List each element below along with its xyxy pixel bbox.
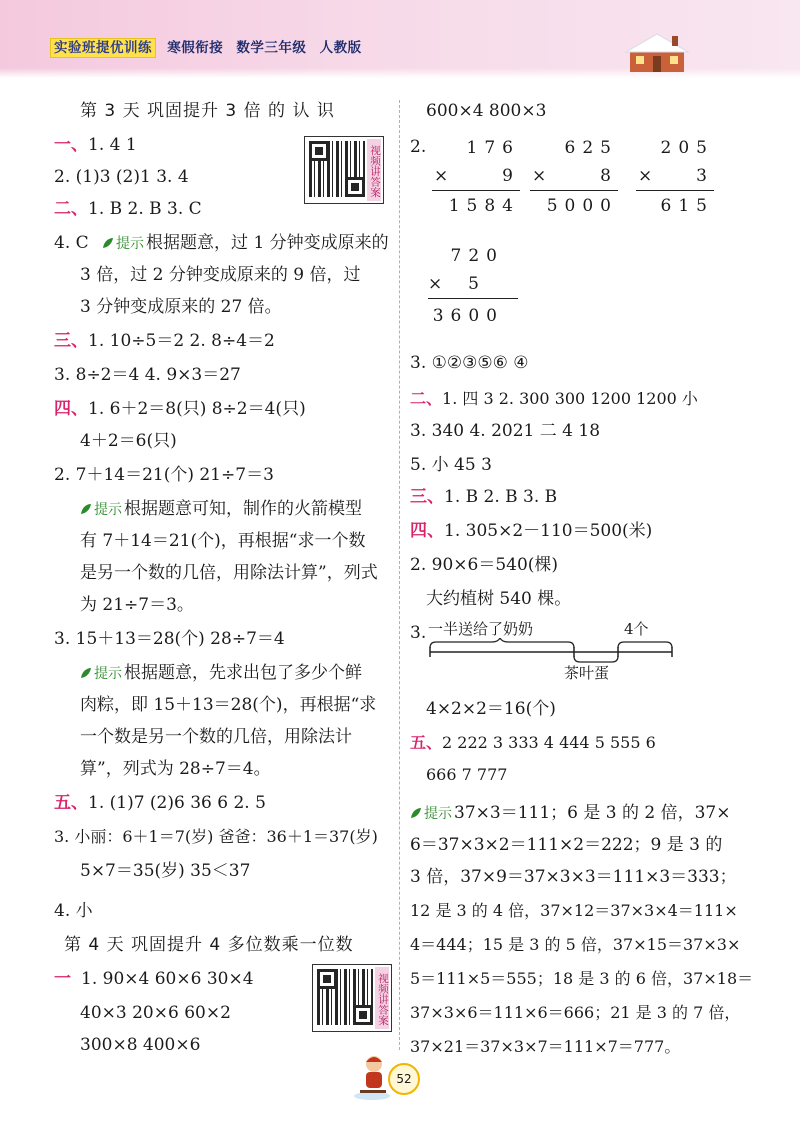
calc-multiplier: 8 xyxy=(600,166,618,186)
qr-code-image xyxy=(317,969,373,1025)
column-divider xyxy=(399,100,400,1050)
hint-text: 3 倍，37×9＝37×3×3＝111×3＝333； xyxy=(410,867,737,887)
answer-line: 1. 305×2－110＝500(米) xyxy=(444,521,653,541)
snow-house-icon xyxy=(622,30,692,74)
day4-title: 第 4 天 巩固提升 4 多位数乘一位数 xyxy=(64,935,354,955)
answer-line: 4. C xyxy=(54,233,89,253)
answer-line: 1. 4 1 xyxy=(88,135,137,155)
question-number: 2. xyxy=(410,137,427,157)
answer-line: 2. (1)3 (2)1 3. 4 xyxy=(54,167,189,187)
section-label: 三、 xyxy=(54,331,88,351)
hint-text: 37×3＝111；6 是 3 的 2 倍，37× xyxy=(454,803,731,823)
leaf-hint-icon xyxy=(410,807,422,819)
hint-text: 是另一个数的几倍，用除法计算”，列式 xyxy=(80,563,378,583)
answer-line: 2. 90×6＝540(棵) xyxy=(410,555,559,575)
hint-text: 算”，列式为 28÷7＝4。 xyxy=(80,759,271,779)
calc-rule xyxy=(636,190,714,191)
section-label: 二、 xyxy=(54,199,88,219)
leaf-hint-icon xyxy=(80,503,92,515)
answer-line: 1. B 2. B 3. C xyxy=(88,199,202,219)
hint-label: 提示 xyxy=(424,806,452,822)
calc-multiplicand: 625 xyxy=(564,138,618,158)
answer-line: 40×3 20×6 60×2 xyxy=(80,1003,231,1023)
hint-label: 提示 xyxy=(94,502,122,518)
hint-text: 为 21÷7＝3。 xyxy=(80,595,194,615)
vertical-multiplication xyxy=(636,138,714,220)
hint-text: 根据题意可知，制作的火箭模型 xyxy=(124,499,362,519)
hint-text: 6＝37×3×2＝111×2＝222；9 是 3 的 xyxy=(410,835,723,855)
qr-code[interactable] xyxy=(312,964,392,1032)
hint-text: 3 倍，过 2 分钟变成原来的 9 倍，过 xyxy=(80,265,361,285)
calc-operator: × xyxy=(434,166,449,186)
section-label: 一 xyxy=(54,969,71,989)
answer-line: 4×2×2＝16(个) xyxy=(426,699,556,719)
answer-line: 3. 340 4. 2021 二 4 18 xyxy=(410,421,601,441)
answer-line: 3. 8÷2＝4 4. 9×3＝27 xyxy=(54,365,241,385)
calc-multiplicand: 176 xyxy=(466,138,520,158)
qr-label: 视频讲答案 xyxy=(367,139,381,201)
calc-multiplicand: 720 xyxy=(450,246,504,266)
page-number: 52 xyxy=(388,1063,420,1095)
calc-operator: × xyxy=(532,166,547,186)
hint-text: 一个数是另一个数的几倍，用除法计 xyxy=(80,727,352,747)
answer-line: 5×7＝35(岁) 35＜37 xyxy=(80,861,251,881)
section-label: 二、 xyxy=(410,389,443,408)
answer-line: 1. 四 3 2. 300 300 1200 1200 小 xyxy=(442,389,698,408)
qr-code[interactable] xyxy=(304,136,384,204)
calc-rule xyxy=(428,298,518,299)
answer-line: 4. 小 xyxy=(54,901,93,921)
calc-rule xyxy=(432,190,520,191)
calc-operator: × xyxy=(428,274,443,294)
diagram-label-top-left: 一半送给了奶奶 xyxy=(428,620,534,638)
diagram-label-top-right: 4个 xyxy=(624,620,649,638)
day3-title: 第 3 天 巩固提升 3 倍 的 认 识 xyxy=(80,101,335,121)
series-title xyxy=(50,36,362,56)
hint-text: 3 分钟变成原来的 27 倍。 xyxy=(80,297,282,317)
calc-result: 3600 xyxy=(432,306,504,326)
hint-text: 根据题意，先求出包了多少个鲜 xyxy=(124,663,362,683)
hint-text: 根据题意，过 1 分钟变成原来的 xyxy=(146,233,389,253)
vertical-multiplication xyxy=(432,138,520,220)
leaf-hint-icon xyxy=(102,237,114,249)
calc-multiplier: 5 xyxy=(468,274,486,294)
section-label: 五、 xyxy=(54,793,88,813)
calc-operator: × xyxy=(638,166,653,186)
section-label: 一、 xyxy=(54,135,88,155)
hint-text: 肉粽，即 15＋13＝28(个)，再根据“求 xyxy=(80,695,377,715)
section-label: 四、 xyxy=(54,399,88,419)
answer-line: 600×4 800×3 xyxy=(426,101,547,121)
hint-label: 提示 xyxy=(94,666,122,682)
answer-line: 3. 小丽：6＋1＝7(岁) 爸爸：36＋1＝37(岁) xyxy=(54,827,378,846)
answer-line: 300×8 400×6 xyxy=(80,1035,201,1055)
answer-line: 大约植树 540 棵。 xyxy=(426,589,572,609)
calc-multiplier: 3 xyxy=(696,166,714,186)
answer-line: 1. B 2. B 3. B xyxy=(444,487,558,507)
calc-result: 1584 xyxy=(448,196,520,216)
section-label: 五、 xyxy=(410,733,443,752)
hint-text: 37×3×6＝111×6＝666；21 是 3 的 7 倍， xyxy=(410,1003,741,1022)
segment-diagram xyxy=(428,618,674,682)
diagram-label-bottom: 茶叶蛋 xyxy=(564,664,610,682)
section-label: 三、 xyxy=(410,487,444,507)
calc-rule xyxy=(530,190,618,191)
answer-line: 1. (1)7 (2)6 36 6 2. 5 xyxy=(88,793,266,813)
answer-line: 2. 7＋14＝21(个) 21÷7＝3 xyxy=(54,465,274,485)
mascot-icon xyxy=(352,1052,392,1102)
hint-label: 提示 xyxy=(116,236,145,252)
answer-line: 2 222 3 333 4 444 5 555 6 xyxy=(442,733,656,752)
hint-text: 5＝111×5＝555；18 是 3 的 6 倍，37×18＝ xyxy=(410,969,754,988)
qr-label: 视频讲答案 xyxy=(375,967,389,1029)
subtitle: 寒假衔接 xyxy=(167,40,224,56)
qr-code-image xyxy=(309,141,365,197)
answer-line: 3. 15＋13＝28(个) 28÷7＝4 xyxy=(54,629,285,649)
grade: 数学三年级 xyxy=(236,40,307,56)
edition: 人教版 xyxy=(319,40,362,56)
calc-result: 5000 xyxy=(546,196,618,216)
answer-line: 3. ①②③⑤⑥ ④ xyxy=(410,353,529,373)
answer-line: 1. 6＋2＝8(只) 8÷2＝4(只) xyxy=(88,399,306,419)
vertical-multiplication xyxy=(530,138,618,220)
hint-text: 37×21＝37×3×7＝111×7＝777。 xyxy=(410,1037,681,1056)
question-number: 3. xyxy=(410,623,427,643)
answer-line: 1. 90×4 60×6 30×4 xyxy=(81,969,254,989)
section-label: 四、 xyxy=(410,521,444,541)
vertical-multiplication xyxy=(428,246,518,328)
calc-multiplier: 9 xyxy=(502,166,520,186)
hint-text: 有 7＋14＝21(个)，再根据“求一个数 xyxy=(80,531,366,551)
leaf-hint-icon xyxy=(80,667,92,679)
hint-text: 12 是 3 的 4 倍，37×12＝37×3×4＝111× xyxy=(410,901,738,920)
answer-line: 5. 小 45 3 xyxy=(410,455,492,475)
brand-label: 实验班提优训练 xyxy=(50,38,156,58)
segment-brackets xyxy=(428,638,674,664)
answer-line: 1. 10÷5＝2 2. 8÷4＝2 xyxy=(88,331,275,351)
calc-result: 615 xyxy=(660,196,714,216)
answer-line: 666 7 777 xyxy=(426,765,508,784)
answer-line: 4＋2＝6(只) xyxy=(80,431,177,451)
hint-text: 4＝444；15 是 3 的 5 倍，37×15＝37×3× xyxy=(410,935,741,954)
calc-multiplicand: 205 xyxy=(660,138,714,158)
